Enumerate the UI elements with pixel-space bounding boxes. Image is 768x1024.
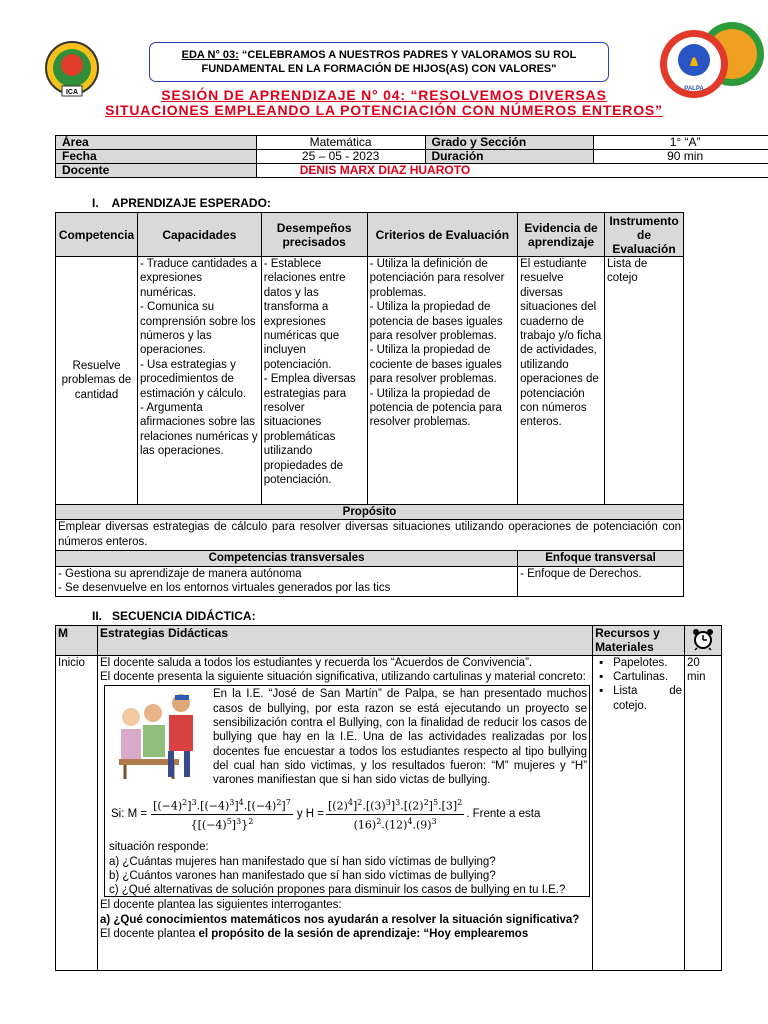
header-instrumento: Instrumento de Evaluación	[605, 213, 684, 257]
col-clock	[685, 626, 722, 656]
question-a: a) ¿Cuántas mujeres han manifestado que sí han sido víctimas de bullying?	[108, 855, 496, 868]
col-m: M	[56, 626, 98, 656]
frente-text: . Frente a esta	[466, 808, 541, 821]
comp-trans-1: - Gestiona su aprendizaje de manera autónoma	[58, 567, 302, 580]
comp-trans-2: - Se desenvuelve en los entornos virtuales generados por las tics	[58, 582, 391, 595]
formula-h: $\frac{[(2)^4]^2.[(3)^3]^3.[(2)^2]^5.[3]^2}{(16)^2.(12)^4.(9)^3}$	[327, 798, 463, 832]
col-estrategias: Estrategias Didácticas	[97, 626, 592, 656]
section1-title: I. APRENDIZAJE ESPERADO:	[92, 196, 271, 210]
question-b: b) ¿Cuántos varones han manifestado que sí han sido víctimas de bullying?	[108, 869, 496, 882]
criterios-cell: - Utiliza la definición de potenciación para resolver problemas. - Utiliza la propiedad de potencia de bases iguales para resolver problemas. - Utiliza la propiedad de cociente de bases iguales para resolver problemas. - Utiliza la propiedad de potencia de potencia para resolver problemas.	[367, 257, 518, 505]
section2-title: II. SECUENCIA DIDÁCTICA:	[92, 609, 256, 623]
docente-value: DENIS MARX DIAZ HUAROTO	[256, 164, 768, 178]
responde-text: situación responde:	[108, 841, 209, 854]
capacidades-cell: - Traduce cantidades a expresiones numéricas. - Comunica su comprensión sobre los números y las operaciones. - Usa estrategias y procedimientos de estimación y cálculo. - Argumenta afirmaciones sobre las relaciones numéricas y las operaciones.	[137, 257, 261, 505]
evidencia-cell: El estudiante resuelve diversas situaciones del cuaderno de trabajo y/o ficha de actividades, utilizando operaciones de potenciación con números enteros.	[518, 257, 605, 505]
header-evidencia: Evidencia de aprendizaje	[518, 213, 605, 257]
grado-label: Grado y Sección	[425, 136, 594, 150]
strategies-cell	[97, 656, 592, 971]
recurso-item: ▪ Cartulinas.	[613, 670, 682, 684]
comp-trans-cell	[56, 566, 518, 596]
recurso-item: ▪ Lista de cotejo.	[613, 684, 682, 712]
formula-m: $\frac{[(-4)^2]^3.[(-4)^3]^4.[(-4)^2]^7}{\{[(-4)^5]^3\}^2}$	[153, 798, 291, 832]
strategy-p1: El docente saluda a todos los estudiantes y recuerda los “Acuerdos de Convivencia”.	[99, 657, 533, 669]
header-competencia: Competencia	[56, 213, 138, 257]
eda-text: “CELEBRAMOS A NUESTROS PADRES Y VALORAMOS SU ROL	[238, 49, 577, 61]
interrogante-a	[100, 913, 590, 927]
enfoque-cell: - Enfoque de Derechos.	[518, 566, 684, 596]
area-label: Área	[56, 136, 257, 150]
bullying-illustration	[109, 689, 205, 781]
formula-row	[109, 788, 587, 840]
instrumento-cell: Lista de cotejo	[605, 257, 684, 505]
header-criterios: Criterios de Evaluación	[367, 213, 518, 257]
session-title	[100, 88, 668, 118]
proposito-intro: El docente plantea	[99, 927, 196, 940]
recurso-item: ▪ Papelotes.	[613, 656, 682, 670]
learning-table	[55, 212, 684, 597]
desempenos-cell: - Establece relaciones entre datos y las transforma a expresiones numéricas que incluyen potenciación. - Emplea diversas estrategias para resolver situaciones problemáticas utilizando propiedades de potenciación.	[261, 257, 367, 505]
header-desempenos: Desempeños precisados	[261, 213, 367, 257]
question-c: c) ¿Qué alternativas de solución propones para disminuir los casos de bullying en tu I.E.?	[108, 884, 566, 897]
competencia-cell: Resuelve problemas de cantidad	[56, 257, 138, 505]
situation-box	[104, 685, 590, 897]
session-title-line2: SITUACIONES EMPLEANDO LA POTENCIACIÓN CON NÚMEROS ENTEROS”	[105, 102, 663, 118]
docente-label: Docente	[56, 164, 257, 178]
comp-trans-label: Competencias transversales	[56, 551, 518, 566]
proposito-intro-line	[100, 927, 590, 941]
proposito-tail: : “Hoy emplearemos	[416, 927, 529, 940]
proposito-text: Emplear diversas estrategias de cálculo para resolver diversas situaciones utilizando operaciones de potenciación con números enteros.	[56, 520, 684, 551]
sequence-table	[55, 625, 722, 971]
recursos-cell	[593, 656, 685, 971]
duracion-label: Duración	[425, 150, 594, 164]
grado-value: 1° “A”	[594, 136, 768, 150]
logo-right-text: PALPA	[684, 86, 704, 92]
proposito-label: Propósito	[56, 505, 684, 520]
eda-title-box	[149, 42, 609, 82]
logo-left-text: ICA	[65, 89, 79, 96]
col-recursos: Recursos y Materiales	[593, 626, 685, 656]
info-table	[55, 135, 768, 178]
proposito-bold: el propósito de la sesión de aprendizaje	[198, 927, 417, 940]
eda-label: EDA N° 03:	[181, 49, 239, 61]
school-logo-left	[40, 38, 104, 100]
area-value: Matemática	[256, 136, 425, 150]
school-logo-right	[656, 18, 766, 108]
enfoque-label: Enfoque transversal	[518, 551, 684, 566]
interrogante-a-prefix: a)	[99, 913, 111, 926]
tiempo-cell: 20 min	[685, 656, 722, 971]
fecha-label: Fecha	[56, 150, 257, 164]
session-title-line1: SESIÓN DE APRENDIZAJE N° 04: “RESOLVEMOS DIVERSAS	[161, 87, 607, 103]
moment-cell: Inicio	[56, 656, 98, 971]
interrogante-a-text: ¿Qué conocimientos matemáticos nos ayudarán a resolver la situación significativa?	[113, 913, 580, 926]
fecha-value: 25 – 05 - 2023	[256, 150, 425, 164]
plantea-text: El docente plantea las siguientes interrogantes:	[99, 899, 342, 912]
strategy-p2: El docente presenta la siguiente situación significativa, utilizando cartulinas y material concreto:	[99, 671, 586, 684]
eda-line2: FUNDAMENTAL EN LA FORMACIÓN DE HIJOS(AS) CON VALORES"	[201, 63, 557, 75]
si-m-label: Si: M =	[110, 808, 148, 821]
situation-story: En la I.E. “José de San Martín” de Palpa, se han presentado muchos casos de bullying, por esta razon se está ejecutando un proyecto se sensibilización contra el Bullying, con la finalidad de reducir los casos de bullying que hay en la I.E. Una de las actividades realizadas por los docentes fue encuestar a todos los estudiantes respecto al tipo bullying del cual han sido victimas, y los resultados fueron: “M” mujeres y “H” varones manifiestan que si han sido victas de bullying.	[212, 688, 588, 787]
alarm-clock-icon	[692, 627, 714, 651]
recursos-list	[595, 656, 682, 713]
duracion-value: 90 min	[594, 150, 768, 164]
header-capacidades: Capacidades	[137, 213, 261, 257]
y-h-label: y H =	[296, 808, 324, 821]
